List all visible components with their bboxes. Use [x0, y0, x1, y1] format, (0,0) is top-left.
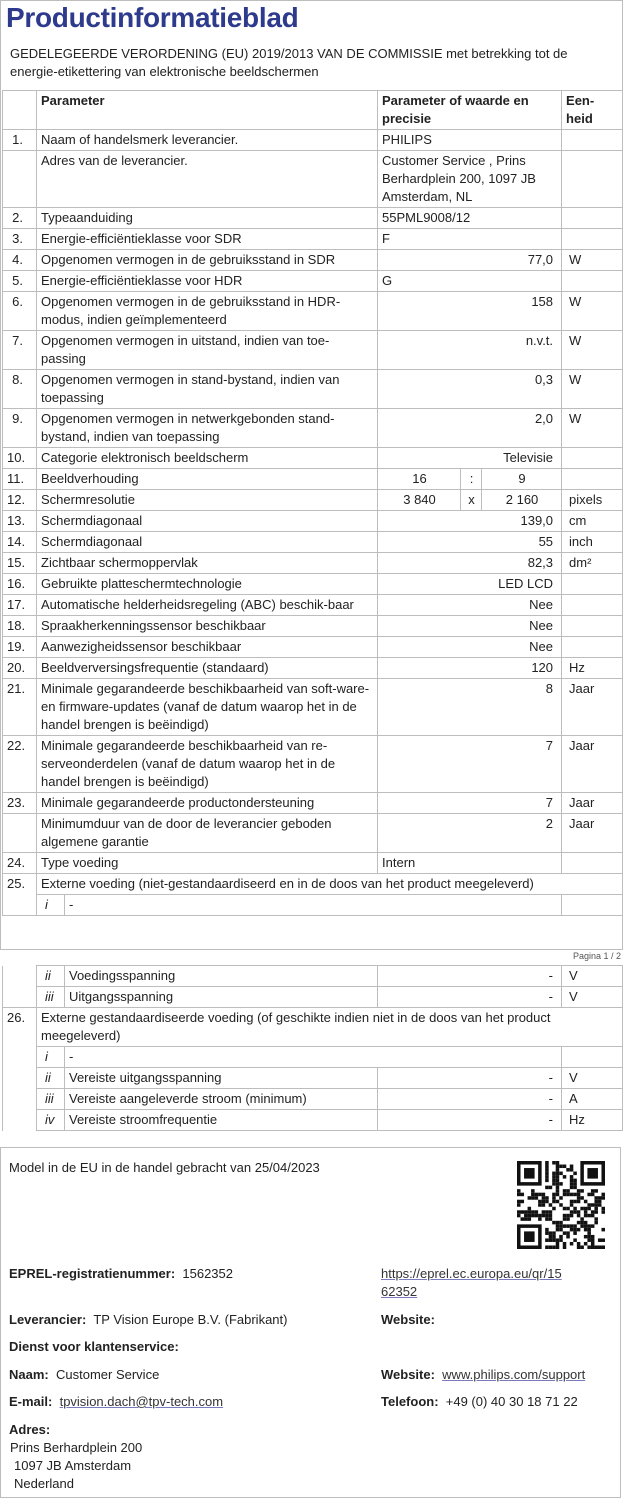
row-value: 0,3	[378, 370, 562, 409]
row-value: LED LCD	[378, 574, 562, 595]
table-row	[3, 250, 623, 271]
header-value: Parameter of waarde en precisie	[378, 91, 562, 130]
row-value: Nee	[378, 595, 562, 616]
row-value: Nee	[378, 616, 562, 637]
adres-label: Adres:	[9, 1422, 51, 1437]
table-row	[3, 595, 623, 616]
table-row	[3, 130, 623, 151]
row-unit: W	[562, 409, 623, 448]
leverancier-value: TP Vision Europe B.V. (Fabrikant)	[93, 1312, 288, 1327]
table-row	[3, 793, 623, 814]
row-unit: Hz	[562, 658, 623, 679]
website-label: Website:	[381, 1312, 435, 1327]
row-roman: iii	[37, 1089, 65, 1110]
row-value-left: 3 840	[378, 490, 461, 511]
row-value: 7	[378, 793, 562, 814]
table-row	[3, 637, 623, 658]
row-value: -	[378, 1068, 562, 1089]
row-parameter: Uitgangsspanning	[65, 987, 378, 1008]
table-row	[3, 1008, 623, 1047]
row-value: 77,0	[378, 250, 562, 271]
row-number: 2.	[3, 208, 37, 229]
row-number	[3, 151, 37, 208]
table-row	[3, 1089, 623, 1110]
row-parameter: Automatische helderheidsregeling (ABC) beschik-baar	[37, 595, 378, 616]
row-number: 1.	[3, 130, 37, 151]
row-number: 16.	[3, 574, 37, 595]
row-unit	[562, 130, 623, 151]
row-parameter: Minimale gegarandeerde productondersteuning	[37, 793, 378, 814]
email-row	[9, 1393, 223, 1411]
naam-label: Naam:	[9, 1367, 49, 1382]
model-date-text: Model in de EU in de handel gebracht van 25/04/2023	[9, 1160, 320, 1175]
row-value: -	[378, 987, 562, 1008]
row-unit: Jaar	[562, 679, 623, 736]
row-roman: ii	[37, 966, 65, 987]
row-value: 158	[378, 292, 562, 331]
row-number-empty	[3, 987, 37, 1008]
row-number-empty	[3, 1047, 37, 1068]
row-unit	[562, 853, 623, 874]
adres-label-row	[9, 1421, 50, 1439]
email-label: E-mail:	[9, 1394, 53, 1409]
row-number: 10.	[3, 448, 37, 469]
row-value: 55	[378, 532, 562, 553]
row-number	[3, 814, 37, 853]
row-number-empty	[3, 1089, 37, 1110]
row-parameter: Zichtbaar schermoppervlak	[37, 553, 378, 574]
row-unit: inch	[562, 532, 623, 553]
row-parameter: Vereiste aangeleverde stroom (minimum)	[65, 1089, 378, 1110]
header-unit: Een-heid	[562, 91, 623, 130]
row-unit: W	[562, 250, 623, 271]
table-row	[3, 987, 623, 1008]
qr-code-icon[interactable]	[517, 1161, 605, 1249]
row-parameter: Aanwezigheidssensor beschikbaar	[37, 637, 378, 658]
row-value: 2,0	[378, 409, 562, 448]
regulation-text: GEDELEGEERDE VERORDENING (EU) 2019/2013 VAN DE COMMISSIE met betrekking tot de energie-etikettering van elektronische beeldschermen	[10, 46, 568, 79]
row-parameter: Voedingsspanning	[65, 966, 378, 987]
row-unit	[562, 616, 623, 637]
table-row	[3, 409, 623, 448]
table-row	[3, 532, 623, 553]
row-unit	[562, 208, 623, 229]
row-value: Intern	[378, 853, 562, 874]
table-row	[3, 736, 623, 793]
row-unit: dm²	[562, 553, 623, 574]
row-number: 8.	[3, 370, 37, 409]
adres-line-3: Nederland	[14, 1476, 74, 1491]
table-header-row	[3, 91, 623, 130]
table-row	[3, 895, 623, 916]
row-value: Televisie	[378, 448, 562, 469]
row-parameter: Gebruikte platteschermtechnologie	[37, 574, 378, 595]
row-parameter: Vereiste stroomfrequentie	[65, 1110, 378, 1131]
row-number: 26.	[3, 1008, 37, 1047]
row-number-empty	[3, 966, 37, 987]
table-row	[3, 874, 623, 895]
row-unit: W	[562, 292, 623, 331]
telefoon-value: +49 (0) 40 30 18 71 22	[445, 1394, 578, 1409]
row-number: 4.	[3, 250, 37, 271]
row-parameter: Opgenomen vermogen in uitstand, indien van toe-passing	[37, 331, 378, 370]
row-number: 24.	[3, 853, 37, 874]
row-parameter: Categorie elektronisch beeldscherm	[37, 448, 378, 469]
row-parameter: Schermresolutie	[37, 490, 378, 511]
row-value: Customer Service , Prins Berhardplein 200, 1097 JB Amsterdam, NL	[378, 151, 562, 208]
table-row	[3, 292, 623, 331]
row-unit	[562, 229, 623, 250]
table-row	[3, 229, 623, 250]
table-row	[3, 1047, 623, 1068]
row-unit: Jaar	[562, 793, 623, 814]
row-value: PHILIPS	[378, 130, 562, 151]
row-value: 82,3	[378, 553, 562, 574]
row-number: 13.	[3, 511, 37, 532]
row-number: 18.	[3, 616, 37, 637]
row-number: 25.	[3, 874, 37, 895]
eprel-value: 1562352	[182, 1266, 234, 1281]
row-value-separator: x	[461, 490, 482, 511]
dienst-label-row	[9, 1338, 179, 1356]
row-number: 14.	[3, 532, 37, 553]
row-number: 11.	[3, 469, 37, 490]
row-value: 120	[378, 658, 562, 679]
table-row	[3, 151, 623, 208]
row-parameter: Beeldverhouding	[37, 469, 378, 490]
website2-label: Website:	[381, 1367, 435, 1382]
table-row	[3, 616, 623, 637]
eprel-url-line1[interactable]: https://eprel.ec.europa.eu/qr/15	[381, 1266, 562, 1281]
table-row	[3, 490, 623, 511]
row-parameter: Beeldverversingsfrequentie (standaard)	[37, 658, 378, 679]
row-unit: W	[562, 331, 623, 370]
row-unit	[562, 469, 623, 490]
table-row	[3, 208, 623, 229]
row-number-empty	[3, 1068, 37, 1089]
row-unit	[562, 1047, 623, 1068]
row-number: 12.	[3, 490, 37, 511]
row-unit	[562, 895, 623, 916]
row-value: -	[378, 1110, 562, 1131]
website-label-row	[381, 1311, 435, 1329]
row-parameter: Typeaanduiding	[37, 208, 378, 229]
row-number: 15.	[3, 553, 37, 574]
row-parameter: Minimumduur van de door de leverancier geboden algemene garantie	[37, 814, 378, 853]
parameter-table	[2, 90, 623, 916]
row-number: 19.	[3, 637, 37, 658]
leverancier-row	[9, 1311, 287, 1329]
row-number: 23.	[3, 793, 37, 814]
adres-line-2: 1097 JB Amsterdam	[14, 1458, 132, 1473]
row-number: 21.	[3, 679, 37, 736]
naam-row	[9, 1366, 159, 1384]
table-row	[3, 679, 623, 736]
row-parameter: -	[65, 1047, 562, 1068]
row-parameter: Adres van de leverancier.	[37, 151, 378, 208]
page-number: Pagina 1 / 2	[572, 951, 621, 961]
row-unit	[562, 151, 623, 208]
row-unit: cm	[562, 511, 623, 532]
row-parameter: Minimale gegarandeerde beschikbaarheid van soft-ware- en firmware-updates (vanaf de datum waarop het in de handel brengen is beëindigd)	[37, 679, 378, 736]
row-value: 2	[378, 814, 562, 853]
row-unit	[562, 595, 623, 616]
row-value: G	[378, 271, 562, 292]
eprel-link[interactable]	[381, 1265, 562, 1301]
row-unit: Jaar	[562, 814, 623, 853]
leverancier-label: Leverancier:	[9, 1312, 87, 1327]
row-parameter: -	[65, 895, 562, 916]
row-unit: W	[562, 370, 623, 409]
row-value-separator: :	[461, 469, 482, 490]
row-roman: i	[37, 895, 65, 916]
row-roman: iii	[37, 987, 65, 1008]
table-row	[3, 553, 623, 574]
row-roman: ii	[37, 1068, 65, 1089]
row-value-right: 9	[482, 469, 562, 490]
row-value: 8	[378, 679, 562, 736]
row-unit: Jaar	[562, 736, 623, 793]
row-unit	[562, 448, 623, 469]
row-unit	[562, 271, 623, 292]
dienst-label: Dienst voor klantenservice:	[9, 1339, 179, 1354]
row-parameter: Opgenomen vermogen in de gebruiksstand in HDR-modus, indien geïmplementeerd	[37, 292, 378, 331]
eprel-url-line2[interactable]: 62352	[381, 1284, 418, 1299]
table-row	[3, 814, 623, 853]
row-number-empty	[3, 1110, 37, 1131]
row-number-empty	[3, 895, 37, 916]
supplier-info-panel	[0, 1147, 621, 1498]
row-unit: A	[562, 1089, 623, 1110]
row-parameter: Naam of handelsmerk leverancier.	[37, 130, 378, 151]
table-row	[3, 511, 623, 532]
row-parameter: Opgenomen vermogen in stand-bystand, indien van toepassing	[37, 370, 378, 409]
row-parameter: Opgenomen vermogen in de gebruiksstand in SDR	[37, 250, 378, 271]
row-number: 7.	[3, 331, 37, 370]
row-roman: iv	[37, 1110, 65, 1131]
row-parameter: Externe gestandaardiseerde voeding (of geschikte indien niet in de doos van het product meegeleverd)	[37, 1008, 623, 1047]
table-row	[3, 469, 623, 490]
table-row	[3, 271, 623, 292]
row-number: 5.	[3, 271, 37, 292]
table-row	[3, 574, 623, 595]
table-row	[3, 658, 623, 679]
document-title: Productinformatieblad	[6, 2, 299, 33]
adres-line-1: Prins Berhardplein 200	[10, 1440, 143, 1455]
row-unit: pixels	[562, 490, 623, 511]
row-value: -	[378, 966, 562, 987]
row-unit: V	[562, 987, 623, 1008]
row-unit: Hz	[562, 1110, 623, 1131]
row-unit	[562, 574, 623, 595]
row-parameter: Vereiste uitgangsspanning	[65, 1068, 378, 1089]
row-number: 20.	[3, 658, 37, 679]
row-value: -	[378, 1089, 562, 1110]
row-parameter: Externe voeding (niet-gestandaardiseerd en in de doos van het product meegeleverd)	[37, 874, 623, 895]
naam-value: Customer Service	[55, 1367, 160, 1382]
row-parameter: Energie-efficiëntieklasse voor SDR	[37, 229, 378, 250]
row-number: 3.	[3, 229, 37, 250]
row-value-right: 2 160	[482, 490, 562, 511]
row-unit: V	[562, 1068, 623, 1089]
row-number: 17.	[3, 595, 37, 616]
telefoon-row	[381, 1393, 578, 1411]
header-parameter: Parameter	[37, 91, 378, 130]
email-link[interactable]: tpvision.dach@tpv-tech.com	[59, 1394, 224, 1409]
table-row	[3, 853, 623, 874]
row-value: 55PML9008/12	[378, 208, 562, 229]
row-value: Nee	[378, 637, 562, 658]
row-unit: V	[562, 966, 623, 987]
table-row	[3, 370, 623, 409]
row-value-left: 16	[378, 469, 461, 490]
row-parameter: Schermdiagonaal	[37, 511, 378, 532]
parameter-table-continued	[2, 965, 623, 1131]
row-number: 22.	[3, 736, 37, 793]
row-roman: i	[37, 1047, 65, 1068]
row-parameter: Energie-efficiëntieklasse voor HDR	[37, 271, 378, 292]
row-parameter: Schermdiagonaal	[37, 532, 378, 553]
row-parameter: Type voeding	[37, 853, 378, 874]
table-row	[3, 448, 623, 469]
row-parameter: Spraakherkenningssensor beschikbaar	[37, 616, 378, 637]
eprel-row	[9, 1265, 233, 1283]
table-row	[3, 1068, 623, 1089]
telefoon-label: Telefoon:	[381, 1394, 439, 1409]
table-row	[3, 331, 623, 370]
eprel-label: EPREL-registratienummer:	[9, 1266, 176, 1281]
row-value: F	[378, 229, 562, 250]
header-num	[3, 91, 37, 130]
table-row	[3, 1110, 623, 1131]
row-number: 6.	[3, 292, 37, 331]
row-number: 9.	[3, 409, 37, 448]
row-unit	[562, 637, 623, 658]
website2-link[interactable]: www.philips.com/support	[442, 1367, 586, 1382]
website2-row	[381, 1366, 585, 1384]
row-value: n.v.t.	[378, 331, 562, 370]
row-parameter: Opgenomen vermogen in netwerkgebonden stand-bystand, indien van toepassing	[37, 409, 378, 448]
row-parameter: Minimale gegarandeerde beschikbaarheid van re-serveonderdelen (vanaf de datum waarop het in de handel brengen is beëindigd)	[37, 736, 378, 793]
table-row	[3, 966, 623, 987]
row-value: 139,0	[378, 511, 562, 532]
row-value: 7	[378, 736, 562, 793]
